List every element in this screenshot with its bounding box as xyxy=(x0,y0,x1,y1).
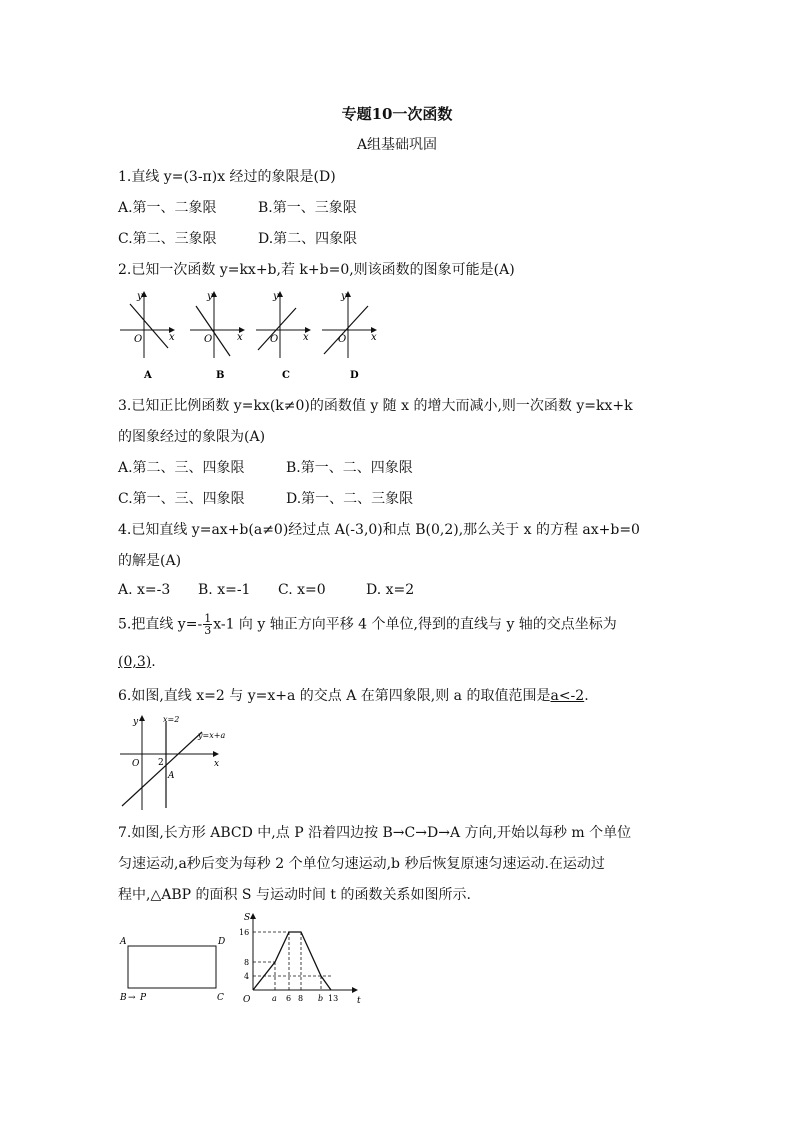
q4-option-b: B. x=-1 xyxy=(198,582,251,598)
q7-rectangle xyxy=(128,946,216,988)
q1-options-row1 xyxy=(118,197,357,217)
q3-option-a: A.第二、三、四象限 xyxy=(118,460,245,476)
q6-point-a-label: A xyxy=(168,771,175,781)
q7-chart-xtick-13: 13 xyxy=(328,994,339,1003)
q7-chart-curve xyxy=(253,932,331,990)
q2-stem: 2.已知一次函数 y=kx+b,若 k+b=0,则该函数的图象可能是(A) xyxy=(118,262,515,278)
q2-label-a: A xyxy=(144,370,152,381)
q7-chart-t-label: t xyxy=(357,996,361,1006)
q2-graph-b-line xyxy=(196,306,230,356)
q1-option-b: B.第一、三象限 xyxy=(258,200,357,216)
q4-option-d: D. x=2 xyxy=(366,582,415,598)
q5-fraction-num: 1 xyxy=(204,612,212,625)
q6-answer: a<-2 xyxy=(550,688,585,704)
q2-graph-b-o: O xyxy=(204,334,213,345)
q2-label-d: D xyxy=(350,370,359,381)
q2-figure xyxy=(118,288,388,386)
q4-stem-line1: 4.已知直线 y=ax+b(a≠0)经过点 A(-3,0)和点 B(0,2),那么关于 x 的方程 ax+b=0 xyxy=(118,522,640,538)
q5-stem-pre: 5.把直线 y=- xyxy=(118,616,203,633)
q6-two-label: 2 xyxy=(158,758,164,768)
q1-stem: 1.直线 y=(3-π)x 经过的象限是(D) xyxy=(118,169,336,185)
q2-graph-a-o: O xyxy=(134,334,143,345)
q7-arrow: → xyxy=(128,993,136,1003)
q5-end: . xyxy=(151,654,156,670)
q2-graph-d-o: O xyxy=(338,334,347,345)
q7-stem-line3: 程中,△ABP 的面积 S 与运动时间 t 的函数关系如图所示. xyxy=(118,887,471,903)
q3-option-b: B.第一、二、四象限 xyxy=(286,460,413,476)
q3-stem-line2: 的图象经过的象限为(A) xyxy=(118,429,266,445)
q2-graph-a xyxy=(120,291,175,381)
q6-line2-label: y=x+a xyxy=(198,731,226,740)
q6-y-label: y xyxy=(133,717,139,727)
q3-option-d: D.第一、二、三象限 xyxy=(286,491,414,507)
q2-graph-d-x: x xyxy=(371,332,377,343)
q1-option-d: D.第二、四象限 xyxy=(258,231,358,247)
q5-fraction-den: 3 xyxy=(204,624,212,637)
q2-graph-d xyxy=(322,291,377,381)
q5-answer-line xyxy=(118,654,156,670)
q6-stem-line xyxy=(118,685,589,705)
q7-stem-line1: 7.如图,长方形 ABCD 中,点 P 沿着四边按 B→C→D→A 方向,开始以每秒 m 个单位 xyxy=(118,825,632,841)
page-title: 专题10一次函数 xyxy=(341,105,453,123)
q4-option-c: C. x=0 xyxy=(278,582,326,598)
q7-chart-xtick-8: 8 xyxy=(298,994,304,1003)
q7-chart-xtick-6: 6 xyxy=(286,994,292,1003)
q2-graph-c-y: y xyxy=(273,291,279,302)
q6-origin-label: O xyxy=(132,759,140,769)
q7-label-c: C xyxy=(217,993,224,1003)
q7-chart-ytick-4: 4 xyxy=(244,972,250,981)
q4-option-a: A. x=-3 xyxy=(118,582,171,598)
q2-graph-b-x: x xyxy=(237,332,243,343)
q6-end: . xyxy=(584,688,589,704)
q2-graph-b xyxy=(190,291,244,381)
q2-graph-c-x: x xyxy=(303,332,309,343)
q1-options-row2 xyxy=(118,228,357,248)
q7-chart-ytick-16: 16 xyxy=(239,928,250,937)
q7-st-chart xyxy=(235,910,365,1006)
q7-chart-s-label: S xyxy=(244,913,251,923)
q3-options-row2 xyxy=(118,488,413,508)
q2-graph-a-y: y xyxy=(137,291,143,302)
q6-x-label: x xyxy=(214,759,220,769)
q2-label-b: B xyxy=(216,370,225,381)
q2-label-c: C xyxy=(282,370,290,381)
q7-chart-ytick-8: 8 xyxy=(244,958,250,967)
q7-chart-xtick-b: b xyxy=(318,994,324,1003)
q5-stem xyxy=(118,613,617,636)
q7-label-p: P xyxy=(140,993,147,1003)
q4-stem-line2: 的解是(A) xyxy=(118,553,182,569)
q7-rectangle-figure xyxy=(118,930,233,1008)
q2-graph-c xyxy=(256,291,310,381)
q5-fraction xyxy=(203,613,212,636)
q2-graph-c-o: O xyxy=(270,334,279,345)
q5-answer: (0,3) xyxy=(118,654,152,670)
q2-graph-a-x: x xyxy=(169,332,175,343)
q2-graph-d-y: y xyxy=(341,291,347,302)
q7-stem-line2: 匀速运动,a秒后变为每秒 2 个单位匀速运动,b 秒后恢复原速匀速运动.在运动过 xyxy=(118,856,605,872)
q7-label-d: D xyxy=(218,937,226,947)
q6-line1-label: x=2 xyxy=(163,715,180,724)
q3-stem-line1: 3.已知正比例函数 y=kx(k≠0)的函数值 y 随 x 的增大而减小,则一次函数 y=kx+k xyxy=(118,398,633,414)
q3-options-row1 xyxy=(118,457,413,477)
section-subtitle: A组基础巩固 xyxy=(356,137,438,153)
q7-label-b: B xyxy=(120,993,127,1003)
q6-stem: 6.如图,直线 x=2 与 y=x+a 的交点 A 在第四象限,则 a 的取值范围是 xyxy=(118,688,551,704)
q7-chart-origin: O xyxy=(243,995,251,1005)
q7-label-a: A xyxy=(120,937,127,947)
q6-line-yxa xyxy=(122,732,202,806)
q2-graph-b-y: y xyxy=(207,291,213,302)
q3-option-c: C.第一、三、四象限 xyxy=(118,491,245,507)
q1-option-c: C.第二、三象限 xyxy=(118,231,217,247)
q4-options xyxy=(118,582,414,598)
q5-stem-post: x-1 向 y 轴正方向平移 4 个单位,得到的直线与 y 轴的交点坐标为 xyxy=(213,616,617,633)
q6-figure xyxy=(118,712,238,812)
q1-option-a: A.第一、二象限 xyxy=(118,200,217,216)
q7-chart-xtick-a: a xyxy=(272,994,277,1003)
